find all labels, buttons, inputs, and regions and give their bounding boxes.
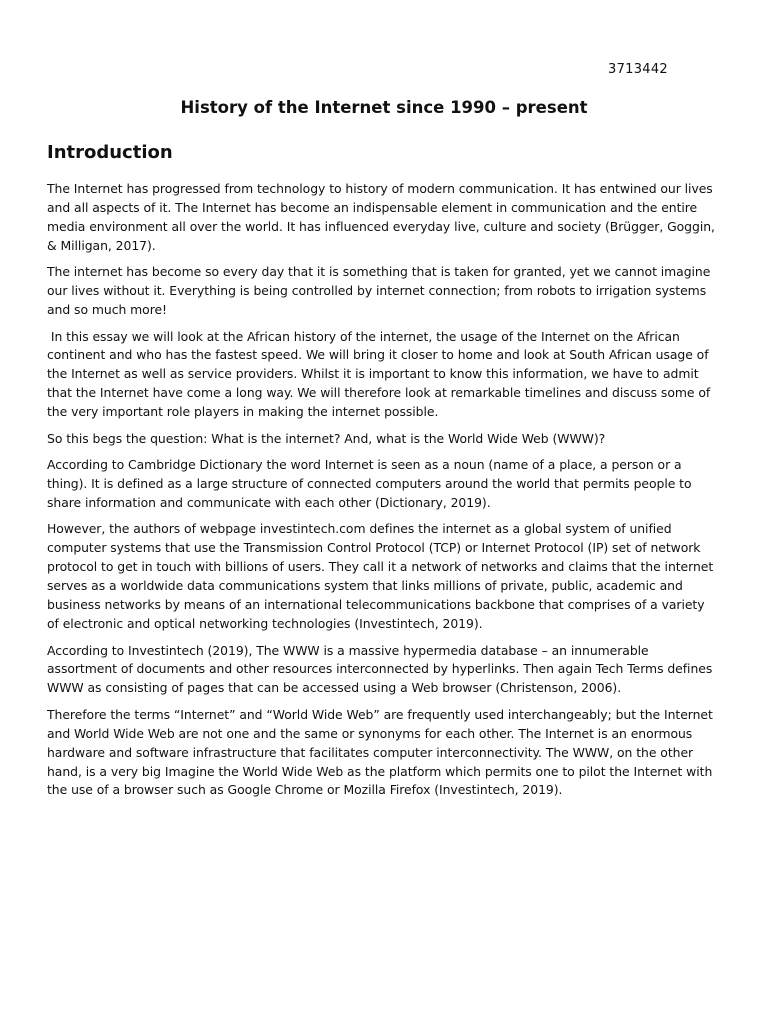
- student-number: 3713442: [608, 62, 668, 77]
- paragraph-6: However, the authors of webpage investintech.com defines the internet as a global system of unified computer systems that use the Transmission Control Protocol (TCP) or Internet Protocol (IP) set of network protocol to get in touch with billions of users. They call it a network of networks and claims that the internet serves as a worldwide data communications system that links millions of private, public, academic and business networks by means of an international telecommunications backbone that comprises of a variety of electronic and optical networking technologies (Investintech, 2019).: [47, 521, 714, 631]
- section-heading-introduction: Introduction: [47, 142, 173, 163]
- paragraph-5: According to Cambridge Dictionary the word Internet is seen as a noun (name of a place, a person or a thing). It is defined as a large structure of connected computers around the world that permits people to share information and communicate with each other (Dictionary, 2019).: [47, 457, 692, 510]
- paragraph-1: The Internet has progressed from technology to history of modern communication. It has entwined our lives and all aspects of it. The Internet has become an indispensable element in communication and the entire media environment all over the world. It has influenced everyday live, culture and society (Brügger, Goggin, & Milligan, 2017).: [47, 181, 715, 253]
- paragraph-7: According to Investintech (2019), The WWW is a massive hypermedia database – an innumerable assortment of documents and other resources interconnected by hyperlinks. Then again Tech Terms defines WWW as consisting of pages that can be accessed using a Web browser (Christenson, 2006).: [47, 642, 713, 696]
- paragraph-8: Therefore the terms “Internet” and “World Wide Web” are frequently used interchangeably; but the Internet and World Wide Web are not one and the same or synonyms for each other. The Internet is an enormous hardware and software infrastructure that facilitates computer interconnectivity. The WWW, on the other hand, is a very big Imagine the World Wide Web as the platform which permits one to pilot the Internet with the use of a browser such as Google Chrome or Mozilla Firefox (Investintech, 2019).: [47, 706, 713, 798]
- paragraph-3: In this essay we will look at the African history of the internet, the usage of the Internet on the African continent and who has the fastest speed. We will bring it closer to home and look at South African usage of the Internet as well as service providers. Whilst it is important to know this information, we have to admit that the Internet have come a long way. We will therefore look at remarkable timelines and discuss some of the very important role players in making the internet possible.: [47, 328, 715, 420]
- document-title: History of the Internet since 1990 – present: [180, 98, 588, 117]
- document-body: [47, 180, 719, 808]
- paragraph-2: The internet has become so every day that it is something that is taken for granted, yet we cannot imagine our lives without it. Everything is being controlled by internet connection; from robots to irrigation systems and so much more!: [47, 264, 711, 318]
- paragraph-4: So this begs the question: What is the internet? And, what is the World Wide Web (WWW)?: [47, 430, 606, 446]
